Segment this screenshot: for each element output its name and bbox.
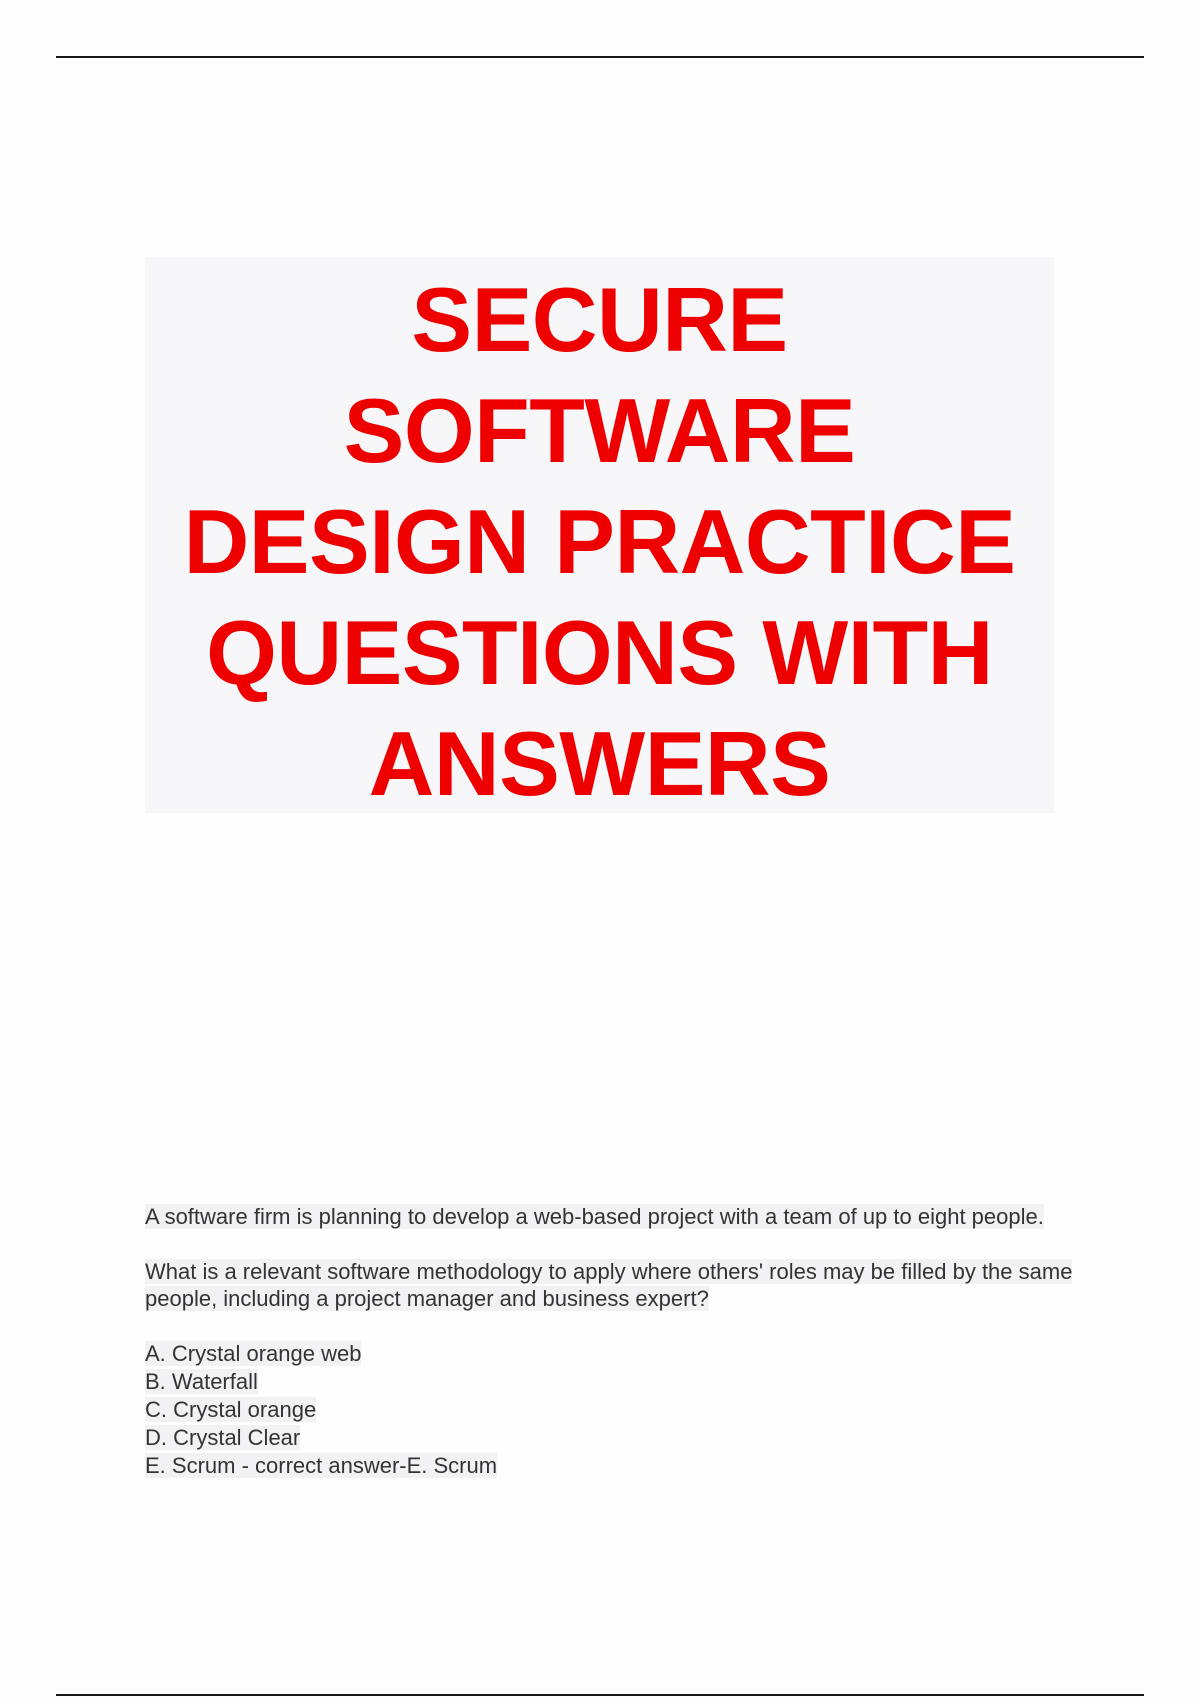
answer-option	[145, 1340, 1075, 1368]
top-rule	[56, 56, 1144, 58]
answer-option	[145, 1424, 1075, 1452]
answer-option	[145, 1396, 1075, 1424]
title-line: SOFTWARE	[343, 381, 856, 482]
question-prompt	[145, 1258, 1075, 1312]
document-title	[145, 257, 1054, 820]
question-prompt-text: What is a relevant software methodology to apply where others' roles may be filled by the same people, including a project manager and business expert?	[145, 1259, 1073, 1311]
title-line: DESIGN PRACTICE	[183, 492, 1016, 593]
answer-option-text: C. Crystal orange	[145, 1397, 317, 1422]
answer-option-correct	[145, 1452, 1075, 1480]
answer-option-text: A. Crystal orange web	[145, 1341, 362, 1366]
title-line: QUESTIONS WITH	[206, 603, 993, 704]
question-intro-text: A software firm is planning to develop a web-based project with a team of up to eight people.	[145, 1204, 1044, 1229]
answer-option-text: E. Scrum - correct answer-E. Scrum	[145, 1453, 498, 1478]
question-block	[145, 1203, 1075, 1480]
answer-option-text: B. Waterfall	[145, 1369, 258, 1394]
title-box	[145, 257, 1054, 813]
question-intro	[145, 1203, 1075, 1230]
title-line: ANSWERS	[368, 714, 831, 815]
answer-option-text: D. Crystal Clear	[145, 1425, 301, 1450]
bottom-rule	[56, 1694, 1144, 1696]
title-line: SECURE	[411, 270, 788, 371]
answer-options	[145, 1340, 1075, 1480]
answer-option	[145, 1368, 1075, 1396]
